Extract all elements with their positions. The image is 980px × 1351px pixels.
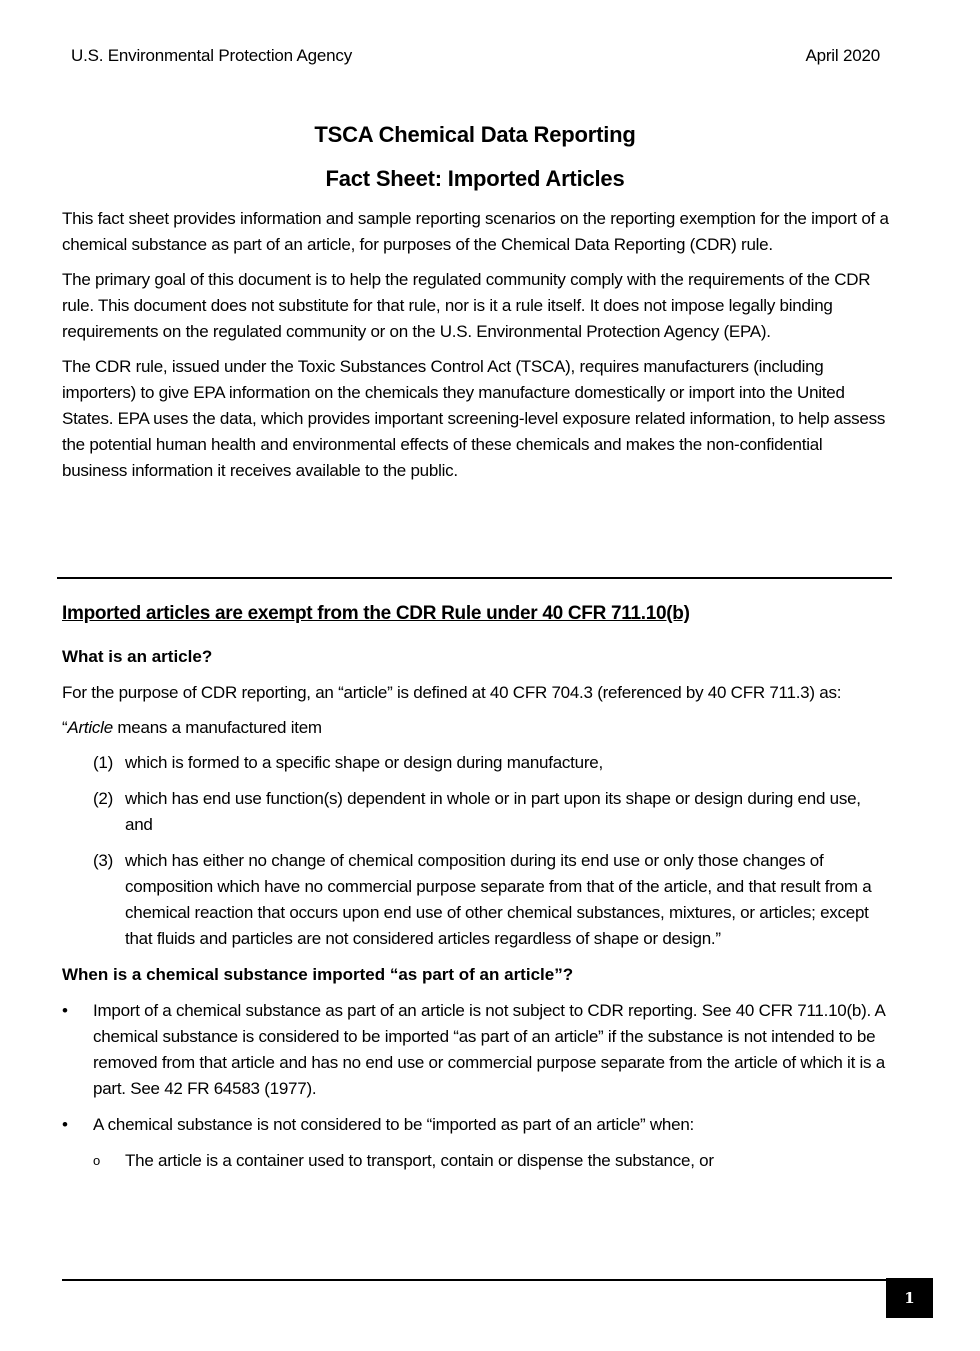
footer-divider [62,1279,888,1281]
header-date: April 2020 [805,46,880,65]
open-quote: “ [62,718,68,737]
imported-criteria-list [62,998,892,1138]
bullet-icon: • [62,1115,68,1134]
definition-lead-text: means a manufactured item [112,718,322,737]
definition-criterion [62,786,892,838]
bullet-icon: • [62,1001,68,1020]
intro-paragraph-2: The primary goal of this document is to help the regulated community comply with the requirements of the CDR rule. This document does not substitute for that rule, nor is it a rule itself. It does not impose legally binding requirements on the regulated community or on the U.S. Environmental Protection Agency (EPA). [62,270,871,341]
definition-criteria-list [62,750,892,952]
list-item [62,1112,892,1138]
subheading-what-is-article: What is an article? [62,647,213,666]
header-agency: U.S. Environmental Protection Agency [71,46,353,65]
document-title: TSCA Chemical Data Reporting [314,122,636,147]
intro-section [62,206,892,493]
criterion-number: (2) [93,789,114,808]
definition-criterion [62,750,892,776]
article-definition-intro: For the purpose of CDR reporting, an “article” is defined at 40 CFR 704.3 (referenced by 40 CFR 711.3) as: [62,683,842,702]
criterion-text: which has end use function(s) dependent in whole or in part upon its shape or design during end use, and [125,789,861,834]
intro-paragraph-1: This fact sheet provides information and sample reporting scenarios on the reporting exemption for the import of a chemical substance as part of an article, for purposes of the Chemical Data Reporting (CDR) rule. [62,209,889,254]
section-divider [57,577,892,579]
definition-term: Article [67,718,113,737]
criterion-text: which has either no change of chemical composition during its end use or only those changes of composition which have no commercial purpose separate from that of the article, and that result from a chemical reaction that occurs upon end use of other chemical substances, mixtures, or articles; except that fluids and particles are not considered articles regardless of shape or design.” [125,851,872,948]
exemption-section [62,600,892,1174]
intro-paragraph-3: The CDR rule, issued under the Toxic Substances Control Act (TSCA), requires manufacturers (including importers) to give EPA information on the chemicals they manufacture domestically or import into the United States. EPA uses the data, which provides important screening-level exposure related information, to help assess the potential human health and environmental effects of these chemicals and makes the non-confidential business information it receives available to the public. [62,357,886,480]
list-item-text: A chemical substance is not considered to be “imported as part of an article” when: [93,1115,695,1134]
sub-list-item [62,1148,892,1174]
criterion-number: (1) [93,753,114,772]
section-heading: Imported articles are exempt from the CDR Rule under 40 CFR 711.10(b) [62,603,690,624]
subheading-when-imported: When is a chemical substance imported “as part of an article”? [62,965,574,984]
page-number: 1 [886,1278,933,1318]
criterion-number: (3) [93,851,114,870]
sub-list-item-text: The article is a container used to transport, contain or dispense the substance, or [125,1151,714,1170]
definition-criterion [62,848,892,952]
hollow-bullet-icon: o [93,1153,100,1168]
list-item-text: Import of a chemical substance as part of an article is not subject to CDR reporting. See 40 CFR 711.10(b). A chemical substance is considered to be imported “as part of an article” if the substance is not intended to be removed from that article and has no end use or commercial purpose separate from the article of which it is a part. See 42 FR 64583 (1977). [93,1001,885,1098]
criterion-text: which is formed to a specific shape or design during manufacture, [125,753,603,772]
article-definition-lead [62,715,892,741]
list-item [62,998,892,1102]
document-subtitle: Fact Sheet: Imported Articles [325,166,625,191]
